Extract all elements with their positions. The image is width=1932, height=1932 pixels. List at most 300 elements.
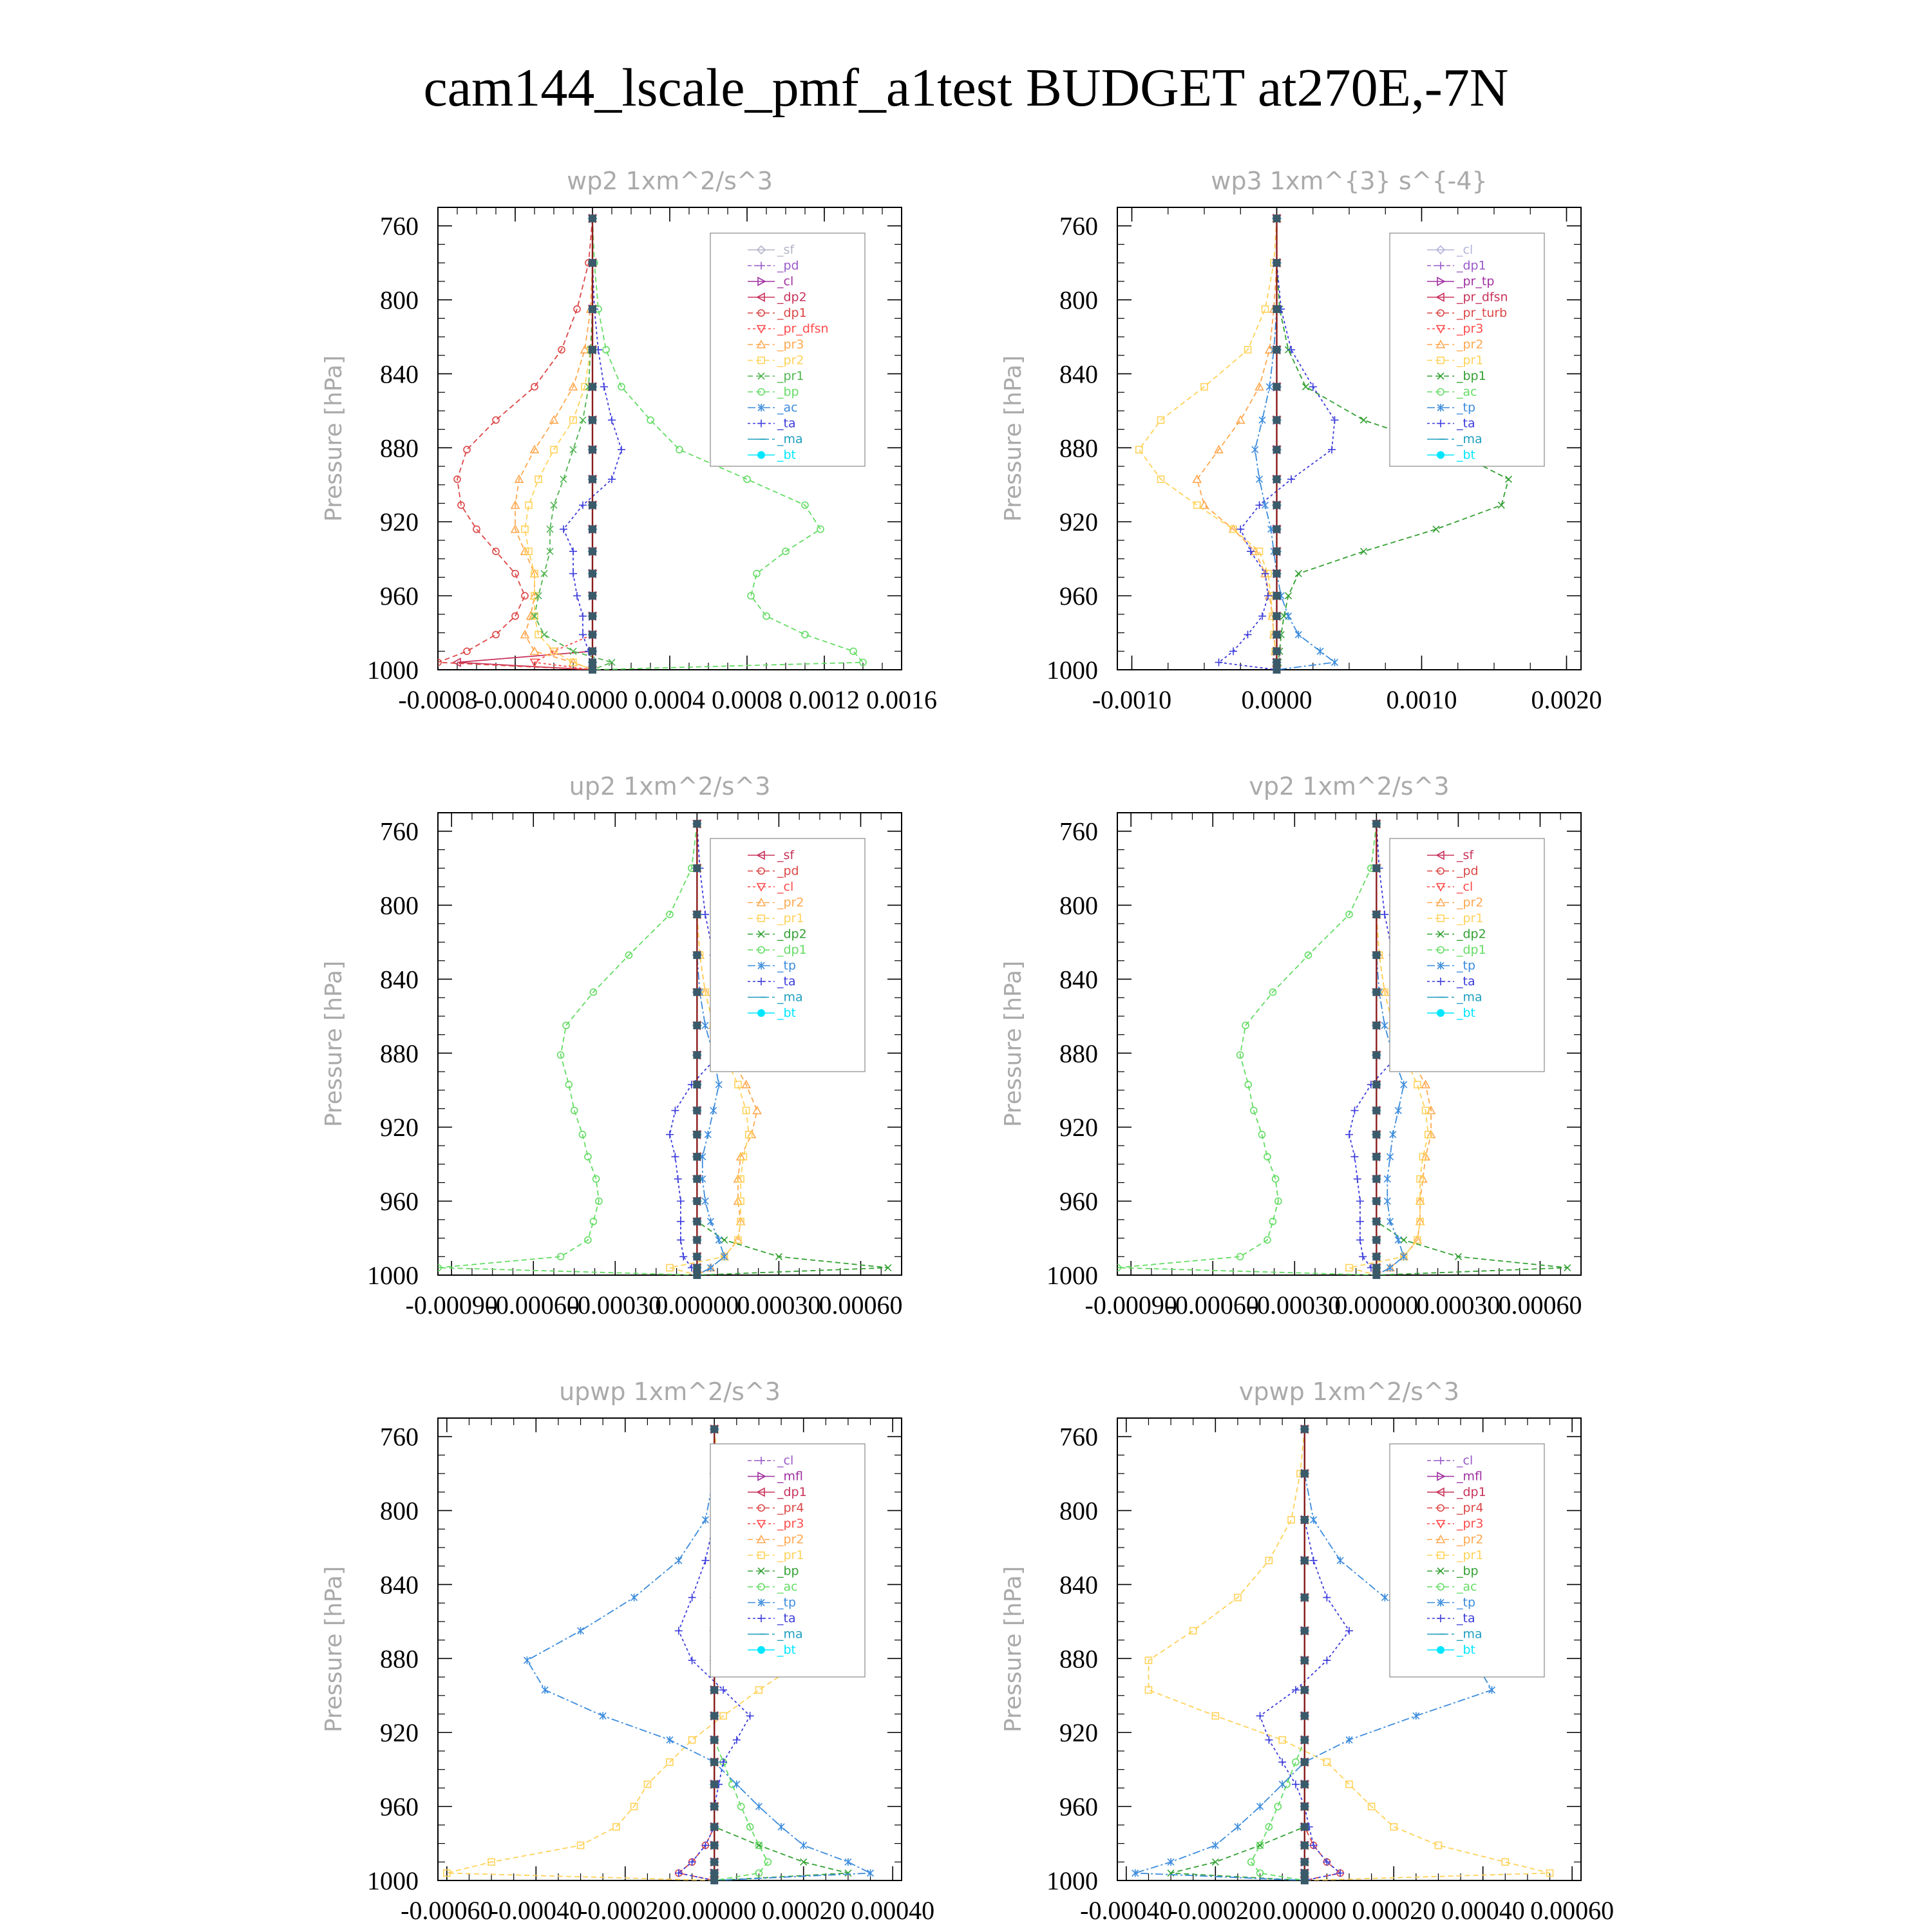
data-point-bt xyxy=(1301,1736,1309,1744)
data-point-bt xyxy=(1273,305,1281,313)
data-point-bt xyxy=(1301,1870,1309,1877)
data-point-bt xyxy=(589,547,596,555)
data-point-pr1 xyxy=(580,417,586,423)
x-tick-label: 0.00000 xyxy=(1262,1896,1347,1925)
data-point-bt xyxy=(1301,1758,1309,1766)
y-tick-label: 960 xyxy=(1059,1187,1098,1217)
data-point-tp xyxy=(1387,1218,1394,1226)
data-point-bt xyxy=(693,1271,701,1279)
data-point-ac xyxy=(1274,1803,1281,1810)
y-tick-label: 920 xyxy=(380,1718,419,1748)
data-point-tp xyxy=(1401,1081,1407,1088)
data-point-bt xyxy=(1273,526,1281,533)
data-point-bt xyxy=(1301,1858,1309,1866)
legend-label: _pr2 xyxy=(1457,337,1484,352)
legend-label: _pr3 xyxy=(777,337,804,352)
y-axis-label: Pressure [hPa] xyxy=(321,960,347,1128)
data-point-bt xyxy=(1372,1236,1380,1244)
y-axis-label: Pressure [hPa] xyxy=(1000,1566,1027,1733)
data-point-bt xyxy=(693,1131,701,1139)
legend-label: _bt xyxy=(777,1006,797,1020)
x-tick-label: 0.0012 xyxy=(789,685,860,714)
data-point-tp xyxy=(1332,659,1338,667)
data-point-bt xyxy=(1372,820,1380,828)
data-point-bt xyxy=(693,1081,701,1088)
legend-label: _ma xyxy=(777,990,803,1005)
data-point-tp xyxy=(1252,446,1258,453)
data-point-ta xyxy=(733,1736,741,1744)
data-point-bt xyxy=(710,1686,718,1694)
data-point-tp xyxy=(1413,1712,1419,1719)
legend-label: _dp2 xyxy=(777,290,807,305)
x-tick-label: -0.00060 xyxy=(401,1896,493,1925)
data-point-bt xyxy=(1372,1253,1380,1260)
data-point-ta xyxy=(666,1131,674,1139)
x-tick-label: 0.0016 xyxy=(866,685,937,714)
data-point-tp xyxy=(1259,416,1265,424)
legend-label: _pr4 xyxy=(777,1501,804,1515)
data-point-pr1 xyxy=(560,476,567,482)
data-point-ta xyxy=(1381,911,1388,918)
y-tick-label: 840 xyxy=(1059,359,1098,389)
x-tick-label: -0.00060 xyxy=(1166,1291,1259,1320)
legend-label: _sf xyxy=(1457,848,1474,862)
series-line-pr4 xyxy=(679,1429,714,1880)
y-tick-label: 960 xyxy=(380,1792,419,1822)
data-point-tp xyxy=(734,1781,740,1788)
legend-label: _pr_dfsn xyxy=(1457,290,1508,305)
legend-label: _pr2 xyxy=(777,895,804,910)
data-point-ta xyxy=(1354,1175,1361,1183)
data-point-bt xyxy=(1372,1021,1380,1029)
legend-label: _pd xyxy=(777,864,799,878)
legend-label: _pr3 xyxy=(777,1517,804,1531)
series-line-dp1 xyxy=(438,218,592,670)
legend-label: _ma xyxy=(777,1627,803,1642)
panel-title: wp3 1xm^{3} s^{-4} xyxy=(1211,167,1488,195)
data-point-ta xyxy=(569,570,577,578)
legend-label: _pr1 xyxy=(1457,911,1484,925)
data-point-pr1 xyxy=(1435,1842,1441,1848)
data-point-bt xyxy=(589,475,596,483)
legend-marker xyxy=(757,1646,765,1654)
x-tick-label: 0.00020 xyxy=(761,1896,846,1925)
y-tick-label: 840 xyxy=(1059,965,1098,994)
y-tick-label: 1000 xyxy=(367,656,419,685)
data-point-dp1 xyxy=(493,631,499,638)
panel-2 xyxy=(1000,167,1602,714)
data-point-bp xyxy=(763,613,770,620)
data-point-bt xyxy=(589,446,596,453)
legend-marker xyxy=(1437,1646,1444,1654)
data-point-bt xyxy=(710,1425,718,1433)
data-point-ta xyxy=(675,1627,683,1634)
data-point-bt xyxy=(1301,1627,1309,1634)
data-point-pr2 xyxy=(753,1106,761,1113)
data-point-tp xyxy=(631,1594,638,1602)
data-point-bp xyxy=(676,446,683,453)
x-tick-label: 0.00060 xyxy=(819,1291,903,1320)
data-point-bt xyxy=(710,1758,718,1766)
y-tick-label: 840 xyxy=(380,1570,419,1600)
data-point-tp xyxy=(715,1081,722,1088)
data-point-tp xyxy=(755,1803,762,1810)
y-tick-label: 880 xyxy=(1059,433,1098,463)
y-tick-label: 800 xyxy=(1059,285,1098,315)
data-point-tp xyxy=(1395,1236,1401,1244)
data-point-bt xyxy=(1301,1516,1309,1524)
data-point-bt xyxy=(1372,1175,1380,1183)
data-point-dp1 xyxy=(473,526,480,533)
y-tick-label: 760 xyxy=(380,1422,419,1452)
data-point-ta xyxy=(671,1106,679,1114)
data-point-ta xyxy=(569,547,577,555)
data-point-tp xyxy=(1235,1823,1241,1831)
data-point-tp xyxy=(1395,1106,1401,1114)
x-tick-label: 0.00030 xyxy=(737,1291,821,1320)
data-point-bt xyxy=(589,416,596,424)
series-line-pr-dfsn xyxy=(535,218,592,670)
data-point-ac xyxy=(738,1803,744,1810)
legend-label: _tp xyxy=(1457,958,1476,973)
legend-label: _ta xyxy=(777,974,796,989)
data-point-tp xyxy=(667,1736,673,1744)
data-point-pr1 xyxy=(1346,1265,1352,1271)
data-point-dp1 xyxy=(593,1176,600,1182)
data-point-bt xyxy=(1273,666,1281,674)
series-line-dp2 xyxy=(457,218,592,670)
data-point-bt xyxy=(1372,1081,1380,1088)
data-point-bt xyxy=(710,1877,718,1884)
data-point-tp xyxy=(542,1686,548,1694)
data-point-bt xyxy=(589,259,596,267)
data-point-bt xyxy=(710,1870,718,1877)
legend xyxy=(710,1444,865,1677)
y-tick-label: 1000 xyxy=(367,1866,419,1895)
data-point-dp1 xyxy=(493,417,499,423)
data-point-ta xyxy=(1328,446,1336,453)
y-tick-label: 760 xyxy=(380,817,419,846)
legend-label: _pr1 xyxy=(777,1548,804,1562)
data-point-tp xyxy=(676,1557,682,1564)
series-line-tp xyxy=(1255,218,1335,670)
series-line-dp1 xyxy=(1117,824,1376,1275)
legend-label: _tp xyxy=(1457,401,1476,415)
panel-6 xyxy=(1000,1378,1614,1925)
data-point-tp xyxy=(710,1106,717,1114)
legend-label: _cl xyxy=(777,880,794,894)
data-point-dp1 xyxy=(522,592,528,599)
data-point-bt xyxy=(1273,501,1281,509)
legend-label: _pr_tp xyxy=(1457,274,1495,289)
x-tick-label: 0.00000 xyxy=(672,1896,757,1925)
data-point-bt xyxy=(710,1736,718,1744)
legend-label: _pr1 xyxy=(777,369,804,383)
y-axis-label: Pressure [hPa] xyxy=(321,355,347,522)
x-tick-label: -0.00020 xyxy=(579,1896,672,1925)
legend-label: _bt xyxy=(777,448,797,462)
data-point-ta xyxy=(573,592,581,600)
legend-label: _ta xyxy=(1457,1611,1475,1625)
y-tick-label: 840 xyxy=(380,965,419,994)
data-point-dp1 xyxy=(1273,1176,1279,1182)
y-tick-label: 920 xyxy=(1059,1718,1098,1748)
data-point-bt xyxy=(589,647,596,655)
data-point-bt xyxy=(1372,1131,1380,1139)
data-point-ta xyxy=(1292,1781,1300,1788)
data-point-tp xyxy=(524,1656,530,1664)
data-point-tp xyxy=(1256,475,1263,483)
data-point-ta xyxy=(1310,1557,1318,1564)
x-tick-label: -0.0010 xyxy=(1092,685,1172,714)
data-point-bt xyxy=(693,1218,701,1226)
y-tick-label: 840 xyxy=(1059,1570,1098,1600)
data-point-bp xyxy=(850,648,857,654)
data-point-bt xyxy=(693,820,701,828)
data-point-tp xyxy=(1257,1803,1264,1810)
data-point-ta xyxy=(677,1218,685,1226)
data-point-bt xyxy=(1372,1218,1380,1226)
data-point-ta xyxy=(1323,1594,1331,1602)
data-point-tp xyxy=(1381,1594,1388,1602)
data-point-tp xyxy=(1168,1858,1174,1866)
data-point-dp1 xyxy=(531,384,538,390)
data-point-ta xyxy=(1331,416,1339,424)
series-line-ac xyxy=(1251,1429,1305,1880)
data-point-tp xyxy=(1390,1131,1396,1139)
legend-marker xyxy=(757,1009,765,1017)
data-point-ta xyxy=(674,1175,682,1183)
panel-title: upwp 1xm^2/s^3 xyxy=(559,1378,781,1406)
figure-title: cam144_lscale_pmf_a1test BUDGET at270E,-7N xyxy=(423,58,1509,118)
data-point-ta xyxy=(688,1594,696,1602)
legend-label: _pr2 xyxy=(777,1532,804,1547)
data-point-bt xyxy=(1273,259,1281,267)
data-point-ta xyxy=(1356,1236,1364,1244)
data-point-bt xyxy=(693,1106,701,1114)
data-point-tp xyxy=(1346,1736,1352,1744)
x-tick-label: 0.0004 xyxy=(634,685,705,714)
x-tick-label: 0.0000 xyxy=(1241,685,1312,714)
legend-label: _ac xyxy=(777,1580,798,1594)
legend-label: _bp1 xyxy=(1457,369,1486,383)
x-tick-label: 0.0000 xyxy=(557,685,628,714)
legend-label: _ma xyxy=(1457,432,1482,446)
data-point-tp xyxy=(1381,1021,1388,1029)
data-point-bt xyxy=(1301,1686,1309,1694)
y-tick-label: 880 xyxy=(380,1644,419,1674)
data-point-bt xyxy=(1372,1106,1380,1114)
data-point-tp xyxy=(1489,1686,1495,1694)
data-point-bt xyxy=(1301,1781,1309,1788)
y-tick-label: 800 xyxy=(1059,891,1098,920)
data-point-bt xyxy=(693,864,701,872)
y-tick-label: 840 xyxy=(380,359,419,389)
y-tick-label: 880 xyxy=(380,433,419,463)
data-point-bp1 xyxy=(1506,476,1512,482)
data-point-bt xyxy=(1372,911,1380,918)
y-tick-label: 920 xyxy=(1059,1113,1098,1142)
legend-label: _pr3 xyxy=(1457,1517,1484,1531)
data-point-bt xyxy=(1301,1823,1309,1831)
legend-label: _dp1 xyxy=(777,306,807,320)
data-point-ta xyxy=(719,1758,727,1766)
data-point-pr1 xyxy=(1414,1081,1421,1088)
data-point-ta xyxy=(677,1236,685,1244)
legend-label: _bt xyxy=(1457,1643,1476,1657)
legend-label: _bt xyxy=(1457,448,1476,462)
y-axis-label: Pressure [hPa] xyxy=(1000,355,1027,522)
series-line-pr1 xyxy=(535,218,612,670)
y-tick-label: 1000 xyxy=(1046,1866,1098,1895)
data-point-bt xyxy=(693,1197,701,1205)
x-tick-label: 0.00000 xyxy=(1334,1291,1419,1320)
legend-marker xyxy=(1437,1009,1444,1017)
x-tick-label: 0.00030 xyxy=(1416,1291,1501,1320)
legend-label: _cl xyxy=(777,1454,794,1468)
data-point-ta xyxy=(579,612,587,620)
legend xyxy=(1390,233,1544,466)
y-tick-label: 1000 xyxy=(1046,656,1098,685)
data-point-bt xyxy=(589,666,596,674)
legend-label: _mfl xyxy=(1457,1469,1482,1484)
data-point-bt xyxy=(1301,1470,1309,1477)
legend-label: _ma xyxy=(777,432,803,446)
data-point-bt xyxy=(589,383,596,391)
x-tick-label: 0.00040 xyxy=(851,1896,935,1925)
legend-label: _dp1 xyxy=(1457,258,1486,273)
panel-4 xyxy=(1000,772,1582,1320)
data-point-pr2 xyxy=(1236,416,1244,423)
data-point-bt xyxy=(589,526,596,533)
data-point-bt xyxy=(589,570,596,578)
data-point-bp1 xyxy=(1295,571,1302,577)
data-point-bt xyxy=(1301,1712,1309,1719)
x-tick-label: -0.00040 xyxy=(489,1896,582,1925)
legend-marker xyxy=(757,451,765,459)
legend-label: _dp1 xyxy=(1457,1485,1486,1499)
data-point-ta xyxy=(1359,1253,1367,1260)
data-point-tp xyxy=(778,1823,784,1831)
data-point-bt xyxy=(1301,1803,1309,1810)
data-point-bt xyxy=(1372,1051,1380,1059)
panel-title: up2 1xm^2/s^3 xyxy=(569,772,771,800)
legend-label: _pr3 xyxy=(1457,321,1484,336)
data-point-tp xyxy=(715,1236,722,1244)
data-point-bt xyxy=(693,1253,701,1260)
data-point-dp2 xyxy=(1401,1236,1407,1243)
data-point-ta xyxy=(600,383,608,391)
data-point-tp xyxy=(1384,1175,1390,1183)
data-point-tp xyxy=(600,1712,606,1719)
data-point-bt xyxy=(1301,1877,1309,1884)
data-point-bt xyxy=(693,1021,701,1029)
data-point-tp xyxy=(1266,383,1273,391)
data-point-bt xyxy=(1273,592,1281,600)
data-point-ta xyxy=(701,911,709,918)
y-tick-label: 960 xyxy=(380,1187,419,1217)
legend-label: _ta xyxy=(1457,974,1475,989)
series-line-pr2 xyxy=(1197,218,1277,670)
legend-label: _ac xyxy=(1457,1580,1477,1594)
y-tick-label: 920 xyxy=(1059,507,1098,537)
data-point-bt xyxy=(1372,951,1380,959)
legend-label: _mfl xyxy=(777,1469,803,1484)
legend xyxy=(710,233,865,466)
legend-label: _dp2 xyxy=(1457,927,1486,942)
legend-label: _pd xyxy=(1457,864,1479,878)
legend-label: _cl xyxy=(1457,880,1473,894)
legend-label: _cl xyxy=(1457,243,1473,257)
data-point-ta xyxy=(1350,1106,1358,1114)
data-point-ta xyxy=(671,1153,679,1160)
data-point-bp1 xyxy=(1433,526,1439,533)
data-point-bt xyxy=(693,1264,701,1272)
data-point-bt xyxy=(1301,1841,1309,1849)
data-point-ta xyxy=(618,446,625,453)
legend-label: _ma xyxy=(1457,1627,1482,1642)
y-axis-label: Pressure [hPa] xyxy=(1000,960,1027,1128)
legend-label: _pr1 xyxy=(1457,1548,1484,1562)
data-point-bt xyxy=(1273,346,1281,354)
x-tick-label: 0.00020 xyxy=(1352,1896,1436,1925)
x-tick-label: -0.0004 xyxy=(475,685,555,714)
legend-label: _pr4 xyxy=(1457,1501,1484,1515)
data-point-bt xyxy=(589,630,596,638)
data-point-ta xyxy=(1265,1736,1273,1744)
y-tick-label: 1000 xyxy=(1046,1261,1098,1290)
legend-label: _dp1 xyxy=(777,1485,807,1499)
x-tick-label: 0.00040 xyxy=(1441,1896,1525,1925)
legend xyxy=(1390,1444,1544,1677)
y-tick-label: 880 xyxy=(380,1039,419,1068)
legend-label: _cl xyxy=(1457,1454,1473,1468)
data-point-bt xyxy=(1273,630,1281,638)
legend-label: _pr_dfsn xyxy=(777,321,829,336)
data-point-pr1 xyxy=(1279,1737,1285,1743)
x-tick-label: -0.00060 xyxy=(487,1291,580,1320)
legend-label: _ta xyxy=(777,416,796,431)
y-tick-label: 920 xyxy=(380,507,419,537)
data-point-pr1 xyxy=(667,1265,673,1271)
legend-label: _tp xyxy=(777,958,797,973)
data-point-bt xyxy=(1301,1594,1309,1602)
data-point-bt xyxy=(589,612,596,620)
data-point-bt xyxy=(710,1858,718,1866)
data-point-tp xyxy=(578,1627,584,1634)
series-line-bp xyxy=(1171,1429,1305,1880)
data-point-bt xyxy=(693,1153,701,1160)
data-point-tp xyxy=(1317,647,1323,655)
panel-title: vp2 1xm^2/s^3 xyxy=(1249,772,1450,800)
data-point-tp xyxy=(1285,612,1292,620)
data-point-bt xyxy=(589,214,596,222)
panel-title: vpwp 1xm^2/s^3 xyxy=(1238,1378,1460,1406)
y-tick-label: 800 xyxy=(1059,1496,1098,1526)
data-point-bt xyxy=(1273,446,1281,453)
data-point-ta xyxy=(1356,1197,1364,1205)
legend-label: _ta xyxy=(1457,416,1475,431)
y-tick-label: 960 xyxy=(1059,582,1098,611)
x-tick-label: 0.00060 xyxy=(1530,1896,1615,1925)
data-point-tp xyxy=(1212,1841,1218,1849)
data-point-bp xyxy=(802,631,808,638)
y-tick-label: 800 xyxy=(380,285,419,315)
data-point-pr3 xyxy=(550,416,558,423)
data-point-ta xyxy=(1256,1712,1264,1719)
data-point-pr1 xyxy=(570,648,576,654)
x-tick-label: -0.00090 xyxy=(405,1291,498,1320)
